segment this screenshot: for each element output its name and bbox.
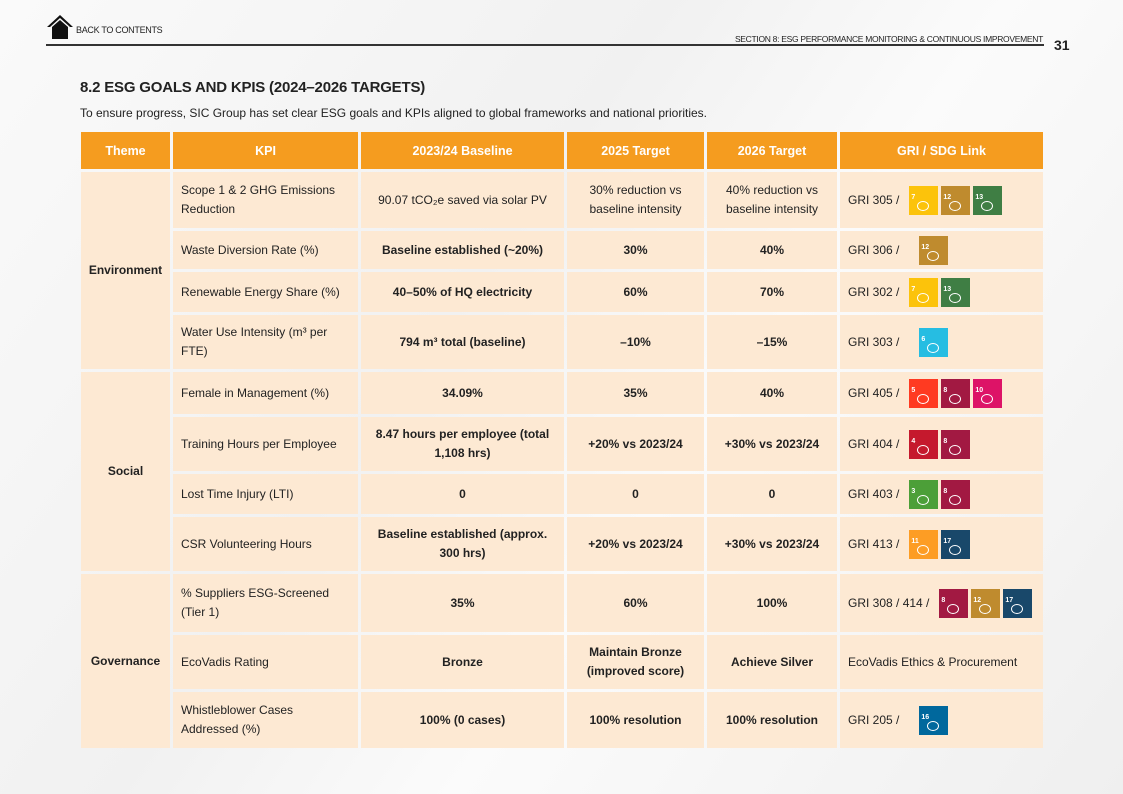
- gri-sdg-cell: [840, 172, 1043, 228]
- target-2025-cell: 0: [567, 474, 704, 514]
- baseline-cell: Baseline established (~20%): [361, 231, 564, 269]
- kpi-cell: Whistleblower Cases Addressed (%): [173, 692, 358, 748]
- gri-label: GRI 403 /: [848, 486, 900, 501]
- target-2025-cell: 60%: [567, 272, 704, 312]
- page-title: 8.2 ESG GOALS AND KPIS (2024–2026 TARGETS): [80, 79, 426, 96]
- gri-label: GRI 413 /: [848, 536, 900, 551]
- target-2026-cell: 0: [707, 474, 837, 514]
- gri-sdg-cell: [840, 517, 1043, 571]
- table-row: [81, 692, 1043, 748]
- header-divider: [46, 44, 1044, 46]
- sdg-12-icon: 12: [971, 589, 1000, 618]
- sdg-12-icon: 12: [919, 236, 948, 265]
- target-2025-cell: 30% reduction vs baseline intensity: [567, 172, 704, 228]
- theme-cell: Governance: [81, 574, 170, 748]
- table-row: [81, 272, 1043, 312]
- target-2026-cell: +30% vs 2023/24: [707, 517, 837, 571]
- target-2025-cell: 60%: [567, 574, 704, 632]
- theme-cell: Environment: [81, 172, 170, 369]
- target-2026-cell: Achieve Silver: [707, 635, 837, 689]
- back-to-contents-link[interactable]: [46, 14, 162, 40]
- kpi-cell: % Suppliers ESG-Screened (Tier 1): [173, 574, 358, 632]
- section-label: SECTION 8: ESG PERFORMANCE MONITORING & CONTINUOUS IMPROVEMENT: [734, 34, 1043, 44]
- kpi-cell: Water Use Intensity (m³ per FTE): [173, 315, 358, 369]
- sdg-7-icon: 7: [909, 186, 938, 215]
- home-icon: [46, 14, 74, 40]
- sdg-3-icon: 3: [909, 480, 938, 509]
- table-row: [81, 517, 1043, 571]
- kpi-cell: CSR Volunteering Hours: [173, 517, 358, 571]
- column-header: Theme: [81, 132, 170, 169]
- sdg-8-icon: 8: [941, 480, 970, 509]
- sdg-13-icon: 13: [941, 278, 970, 307]
- table-row: [81, 417, 1043, 471]
- column-header: GRI / SDG Link: [840, 132, 1043, 169]
- table-row: [81, 574, 1043, 632]
- sdg-7-icon: 7: [909, 278, 938, 307]
- back-to-contents-label: BACK TO CONTENTS: [76, 25, 163, 35]
- kpi-cell: EcoVadis Rating: [173, 635, 358, 689]
- theme-cell: Social: [81, 372, 170, 571]
- target-2026-cell: 100% resolution: [707, 692, 837, 748]
- column-header: 2023/24 Baseline: [361, 132, 564, 169]
- target-2026-cell: 40%: [707, 372, 837, 414]
- gri-label: GRI 306 /: [848, 242, 900, 257]
- baseline-cell: 8.47 hours per employee (total 1,108 hrs): [361, 417, 564, 471]
- kpi-table: [78, 129, 1046, 751]
- baseline-cell: 90.07 tCO₂e saved via solar PV: [361, 172, 564, 228]
- baseline-cell: 0: [361, 474, 564, 514]
- sdg-11-icon: 11: [909, 530, 938, 559]
- kpi-cell: Lost Time Injury (LTI): [173, 474, 358, 514]
- gri-label: GRI 205 /: [848, 712, 900, 727]
- sdg-8-icon: 8: [941, 430, 970, 459]
- column-header: 2026 Target: [707, 132, 837, 169]
- gri-sdg-cell: [840, 417, 1043, 471]
- target-2025-cell: +20% vs 2023/24: [567, 517, 704, 571]
- target-2025-cell: –10%: [567, 315, 704, 369]
- sdg-10-icon: 10: [973, 379, 1002, 408]
- table-header-row: [81, 132, 1043, 169]
- target-2026-cell: +30% vs 2023/24: [707, 417, 837, 471]
- gri-label: EcoVadis Ethics & Procurement: [848, 654, 1018, 669]
- gri-label: GRI 308 / 414 /: [848, 595, 930, 610]
- target-2025-cell: 100% resolution: [567, 692, 704, 748]
- gri-sdg-cell: [840, 635, 1043, 689]
- target-2025-cell: Maintain Bronze (improved score): [567, 635, 704, 689]
- gri-label: GRI 305 /: [848, 192, 900, 207]
- sdg-12-icon: 12: [941, 186, 970, 215]
- baseline-cell: 794 m³ total (baseline): [361, 315, 564, 369]
- table-row: [81, 635, 1043, 689]
- gri-sdg-cell: [840, 574, 1043, 632]
- baseline-cell: 40–50% of HQ electricity: [361, 272, 564, 312]
- target-2025-cell: 35%: [567, 372, 704, 414]
- sdg-4-icon: 4: [909, 430, 938, 459]
- gri-label: GRI 303 /: [848, 334, 900, 349]
- table-row: [81, 315, 1043, 369]
- baseline-cell: 35%: [361, 574, 564, 632]
- sdg-8-icon: 8: [939, 589, 968, 618]
- baseline-cell: Bronze: [361, 635, 564, 689]
- kpi-cell: Training Hours per Employee: [173, 417, 358, 471]
- page-number: 31: [1054, 37, 1070, 53]
- gri-label: GRI 404 /: [848, 436, 900, 451]
- baseline-cell: 100% (0 cases): [361, 692, 564, 748]
- kpi-cell: Female in Management (%): [173, 372, 358, 414]
- table-row: [81, 231, 1043, 269]
- sdg-17-icon: 17: [1003, 589, 1032, 618]
- table-row: [81, 172, 1043, 228]
- kpi-cell: Scope 1 & 2 GHG Emissions Reduction: [173, 172, 358, 228]
- target-2026-cell: 100%: [707, 574, 837, 632]
- target-2025-cell: 30%: [567, 231, 704, 269]
- target-2025-cell: +20% vs 2023/24: [567, 417, 704, 471]
- sdg-8-icon: 8: [941, 379, 970, 408]
- column-header: KPI: [173, 132, 358, 169]
- gri-sdg-cell: [840, 372, 1043, 414]
- kpi-cell: Renewable Energy Share (%): [173, 272, 358, 312]
- gri-label: GRI 302 /: [848, 284, 900, 299]
- gri-sdg-cell: [840, 474, 1043, 514]
- sdg-17-icon: 17: [941, 530, 970, 559]
- intro-text: To ensure progress, SIC Group has set clear ESG goals and KPIs aligned to global frameworks and national priorities.: [80, 106, 707, 120]
- gri-sdg-cell: [840, 231, 1043, 269]
- gri-sdg-cell: [840, 315, 1043, 369]
- baseline-cell: 34.09%: [361, 372, 564, 414]
- target-2026-cell: –15%: [707, 315, 837, 369]
- table-row: [81, 474, 1043, 514]
- sdg-6-icon: 6: [919, 328, 948, 357]
- sdg-16-icon: 16: [919, 706, 948, 735]
- column-header: 2025 Target: [567, 132, 704, 169]
- target-2026-cell: 40% reduction vs baseline intensity: [707, 172, 837, 228]
- gri-label: GRI 405 /: [848, 385, 900, 400]
- gri-sdg-cell: [840, 272, 1043, 312]
- table-row: [81, 372, 1043, 414]
- kpi-cell: Waste Diversion Rate (%): [173, 231, 358, 269]
- gri-sdg-cell: [840, 692, 1043, 748]
- baseline-cell: Baseline established (approx. 300 hrs): [361, 517, 564, 571]
- sdg-5-icon: 5: [909, 379, 938, 408]
- sdg-13-icon: 13: [973, 186, 1002, 215]
- target-2026-cell: 70%: [707, 272, 837, 312]
- target-2026-cell: 40%: [707, 231, 837, 269]
